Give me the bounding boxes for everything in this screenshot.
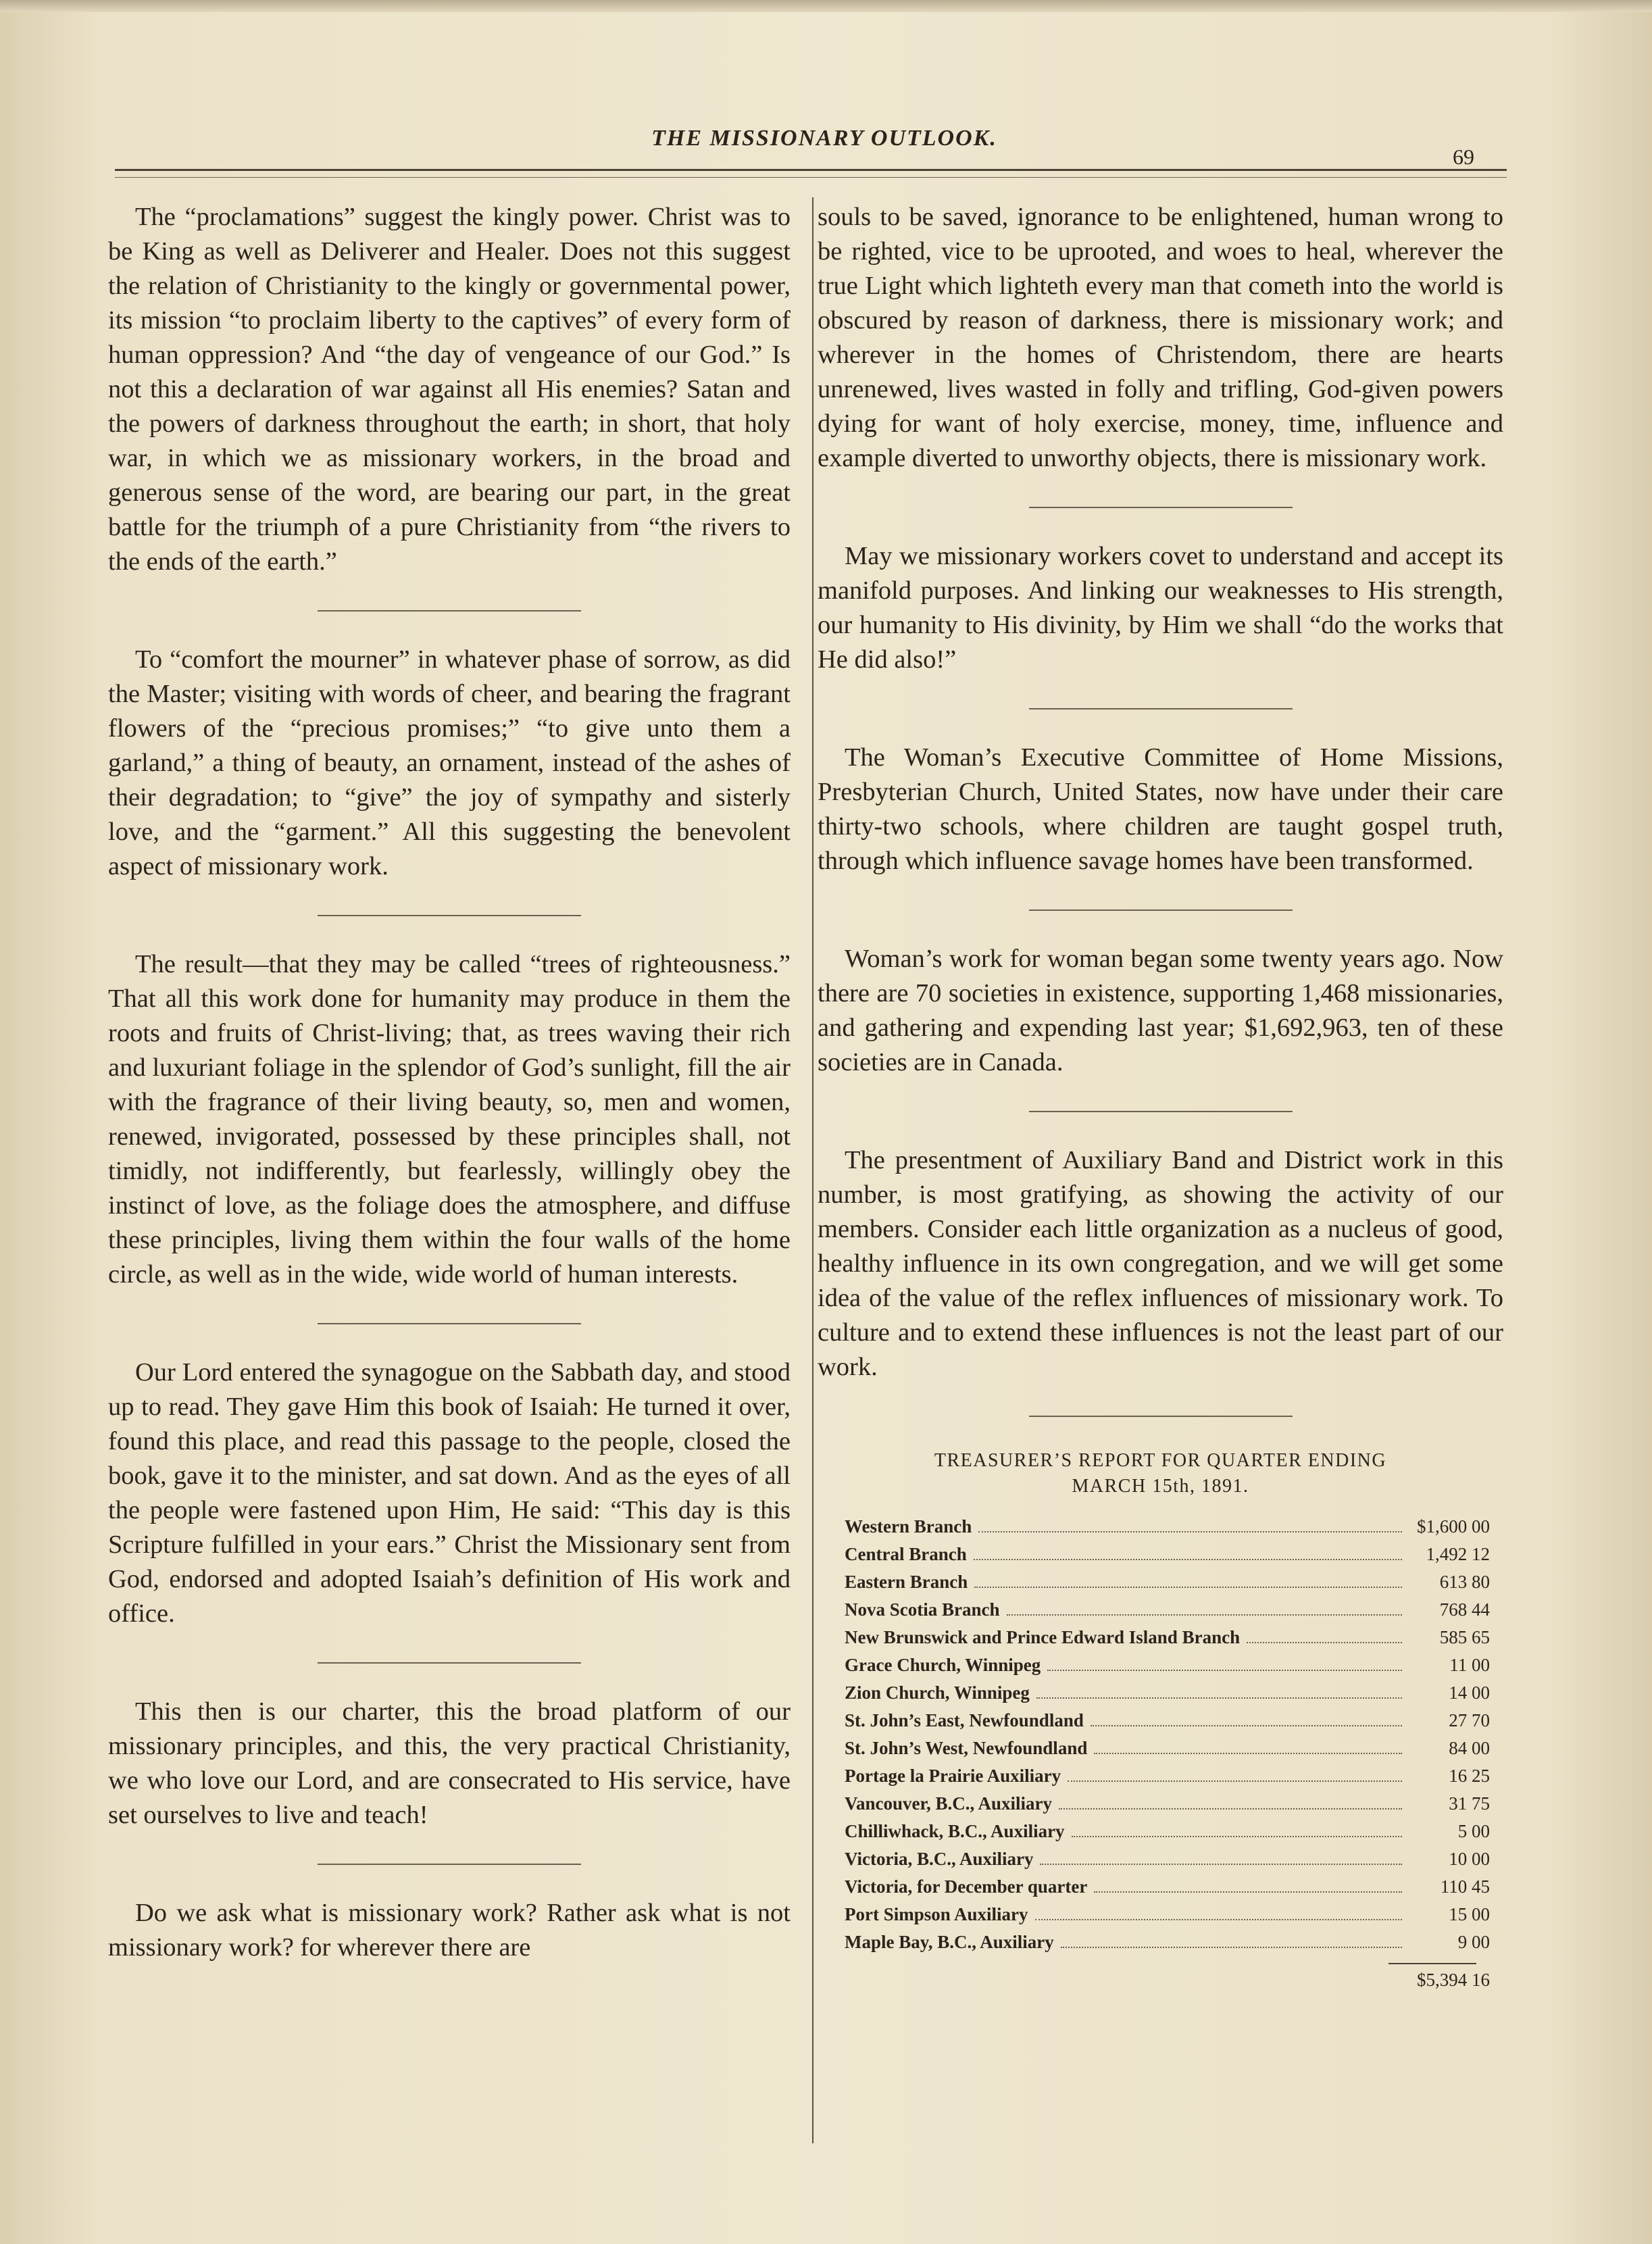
paragraph-proclamations: The “proclamations” suggest the kingly power. Christ was to be King as well as Deliverer and Healer. Does not this suggest the relation of Christianity to the kingly or governmental power, its mission “to proclaim liberty to the captives” of every form of human oppression? And “the day of vengeance of our God.” Is not this a declaration of war against all His enemies? Satan and the powers of darkness throughout the earth; in short, that holy war, in which we as missionary workers, in the broad and generous sense of the word, are bearing our part, in the great battle for the triumph of a pure Christianity from “the rivers to the ends of the earth.”: [108, 203, 791, 576]
leader-dots: [974, 1587, 1402, 1588]
left-column: [108, 200, 791, 1965]
paragraph-charter: This then is our charter, this the broad platform of our missionary principles, and this, the very practical Christianity, we who love our Lord, and are consecrated to His service, have set ourselves to live and teach!: [108, 1697, 791, 1829]
report-row-name: Eastern Branch: [845, 1572, 968, 1592]
paragraph-trees-of-righteousness: The result—that they may be called “trees of righteousness.” That all this work done for humanity may produce in them the roots and fruits of Christ-living; that, as trees waving their rich and luxuriant foliage in the splendor of God’s sunlight, fill the air with the fragrance of their living beauty, so, men and women, renewed, invigorated, possessed by these principles shall, not timidly, not indifferently, but fearlessly, willingly obey the instinct of love, as the foliage does the atmosphere, and diffuse these principles, living them within the four walls of the home circle, as well as in the wide, wide world of human interests.: [108, 950, 791, 1289]
report-row: [818, 1707, 1503, 1735]
report-title-line1: TREASURER’S REPORT FOR QUARTER ENDING: [934, 1450, 1387, 1471]
report-row-name: Zion Church, Winnipeg: [845, 1682, 1030, 1703]
report-row-name: St. John’s East, Newfoundland: [845, 1710, 1084, 1730]
report-row-amount: 110 45: [1440, 1876, 1490, 1897]
leader-dots: [1068, 1780, 1402, 1782]
report-row-name: Victoria, B.C., Auxiliary: [845, 1849, 1034, 1869]
report-row: [818, 1513, 1503, 1541]
right-column: [818, 200, 1503, 1995]
leader-dots: [1036, 1697, 1402, 1699]
report-row-amount: 5 00: [1457, 1821, 1490, 1841]
section-separator: [318, 915, 581, 916]
report-row-amount: 27 70: [1449, 1710, 1490, 1730]
paragraph-synagogue: Our Lord entered the synagogue on the Sabbath day, and stood up to read. They gave Him this book of Isaiah: He turned it over, found this place, and read this passage to the people, closed the book, gave it to the minister, and sat down. And as the eyes of all the people were fastened upon Him, He said: “This day is this Scripture fulfilled in your ears.” Christ the Missionary sent from God, endorsed and adopted Isaiah’s definition of His work and office.: [108, 1358, 791, 1628]
paragraph-presentment: The presentment of Auxiliary Band and District work in this number, is most gratifying, as showing the activity of our members. Consider each little organization as a nucleus of good, healthy influence in its own congregation, and we will get some idea of the value of the reflex influences of missionary work. To culture and to extend these influences is not the least part of our work.: [818, 1146, 1503, 1381]
leader-dots: [1091, 1725, 1402, 1726]
header-rule-thin: [115, 177, 1507, 178]
report-row-amount: 14 00: [1449, 1682, 1490, 1703]
leader-dots: [1040, 1864, 1402, 1865]
report-row: [818, 1624, 1503, 1651]
page-top-edge: [0, 0, 1652, 12]
leader-dots: [1094, 1891, 1402, 1893]
treasurers-report: [818, 1448, 1503, 1995]
section-separator: [1029, 909, 1293, 911]
report-row-name: Grace Church, Winnipeg: [845, 1655, 1041, 1675]
section-separator: [1029, 1416, 1293, 1417]
paragraph-womans-work: Woman’s work for woman began some twenty years ago. Now there are 70 societies in existence, supporting 1,468 missionaries, and gathering and expending last year; $1,692,963, ten of these societies are in Canada.: [818, 945, 1503, 1076]
report-row: [818, 1541, 1503, 1568]
report-row-amount: 613 80: [1439, 1572, 1490, 1592]
section-separator: [318, 610, 581, 612]
report-row-amount: 15 00: [1449, 1904, 1490, 1924]
report-row: [818, 1928, 1503, 1956]
section-separator: [1029, 708, 1293, 709]
leader-dots: [1035, 1919, 1402, 1920]
report-row-name: Central Branch: [845, 1544, 967, 1564]
report-row-amount: 10 00: [1449, 1849, 1490, 1869]
report-row: [818, 1818, 1503, 1845]
report-rows: [818, 1513, 1503, 1956]
report-row-name: Nova Scotia Branch: [845, 1599, 1000, 1620]
report-row-amount: 585 65: [1439, 1627, 1490, 1647]
leader-dots: [1047, 1670, 1402, 1671]
report-row-name: Western Branch: [845, 1516, 972, 1537]
report-row-name: Port Simpson Auxiliary: [845, 1904, 1028, 1924]
leader-dots: [1059, 1808, 1402, 1810]
report-title-line2: MARCH 15th, 1891.: [1072, 1476, 1249, 1497]
report-row: [818, 1596, 1503, 1624]
leader-dots: [1061, 1947, 1402, 1948]
report-row-name: Vancouver, B.C., Auxiliary: [845, 1793, 1053, 1814]
report-row: [818, 1735, 1503, 1762]
leader-dots: [1094, 1753, 1402, 1754]
report-row: [818, 1568, 1503, 1596]
report-row-name: Victoria, for December quarter: [845, 1876, 1088, 1897]
section-separator: [1029, 507, 1293, 508]
report-row-amount: 16 25: [1449, 1766, 1490, 1786]
report-title: [818, 1448, 1503, 1499]
section-separator: [1029, 1111, 1293, 1112]
report-row: [818, 1679, 1503, 1707]
report-row-name: New Brunswick and Prince Edward Island Branch: [845, 1627, 1241, 1647]
report-row: [818, 1651, 1503, 1679]
paragraph-comfort-mourner: To “comfort the mourner” in whatever phase of sorrow, as did the Master; visiting with words of cheer, and bearing the fragrant flowers of the “precious promises;” “to give unto them a garland,” a thing of beauty, an ornament, instead of the ashes of their degradation; to “give” the joy of sympathy and sisterly love, and the “garment.” All this suggesting the benevolent aspect of missionary work.: [108, 645, 791, 880]
report-row-name: Chilliwhack, B.C., Auxiliary: [845, 1821, 1065, 1841]
report-row: [818, 1873, 1503, 1901]
report-row-amount: $1,600 00: [1417, 1516, 1490, 1537]
leader-dots: [1007, 1614, 1403, 1616]
report-row: [818, 1762, 1503, 1790]
report-row: [818, 1790, 1503, 1818]
leader-dots: [978, 1531, 1402, 1532]
header-rule: [115, 169, 1507, 171]
report-row-amount: 768 44: [1439, 1599, 1490, 1620]
paragraph-covet-to-understand: May we missionary workers covet to understand and accept its manifold purposes. And linking our weaknesses to His strength, our humanity to His divinity, by Him we shall “do the works that He did also!”: [818, 542, 1503, 674]
report-row-name: Portage la Prairie Auxiliary: [845, 1766, 1061, 1786]
report-row: [818, 1901, 1503, 1928]
paragraph-continued: souls to be saved, ignorance to be enlightened, human wrong to be righted, vice to be uprooted, and woes to heal, wherever the true Light which lighteth every man that cometh into the world is obscured by reason of darkness, there is missionary work; and wherever in the homes of Christendom, there are hearts unrenewed, lives wasted in folly and trifling, God-given powers dying for want of holy exercise, money, time, influence and example diverted to unworthy objects, there is missionary work.: [818, 203, 1503, 472]
report-row-amount: 31 75: [1449, 1793, 1490, 1814]
running-title: THE MISSIONARY OUTLOOK.: [651, 126, 997, 151]
page-number: 69: [1453, 145, 1474, 169]
report-row-amount: 11 00: [1449, 1655, 1490, 1675]
leader-dots: [974, 1559, 1402, 1560]
paragraph-womans-executive-committee: The Woman’s Executive Committee of Home Missions, Presbyterian Church, United States, now have under their care thirty-two schools, where children are taught gospel truth, through which influence savage homes have been transformed.: [818, 743, 1503, 875]
section-separator: [318, 1864, 581, 1865]
leader-dots: [1072, 1836, 1402, 1837]
report-row-amount: 1,492 12: [1426, 1544, 1490, 1564]
report-row-amount: 9 00: [1457, 1932, 1490, 1952]
report-total: $5,394 16: [1417, 1970, 1490, 1990]
report-row-name: St. John’s West, Newfoundland: [845, 1738, 1088, 1758]
leader-dots: [1247, 1642, 1402, 1643]
paragraph-what-is-missionary-work: Do we ask what is missionary work? Rather ask what is not missionary work? for wherever there are: [108, 1899, 791, 1962]
report-row-name: Maple Bay, B.C., Auxiliary: [845, 1932, 1054, 1952]
report-row: [818, 1845, 1503, 1873]
section-separator: [318, 1662, 581, 1664]
section-separator: [318, 1323, 581, 1324]
report-row-amount: 84 00: [1449, 1738, 1490, 1758]
column-divider: [812, 197, 814, 2143]
